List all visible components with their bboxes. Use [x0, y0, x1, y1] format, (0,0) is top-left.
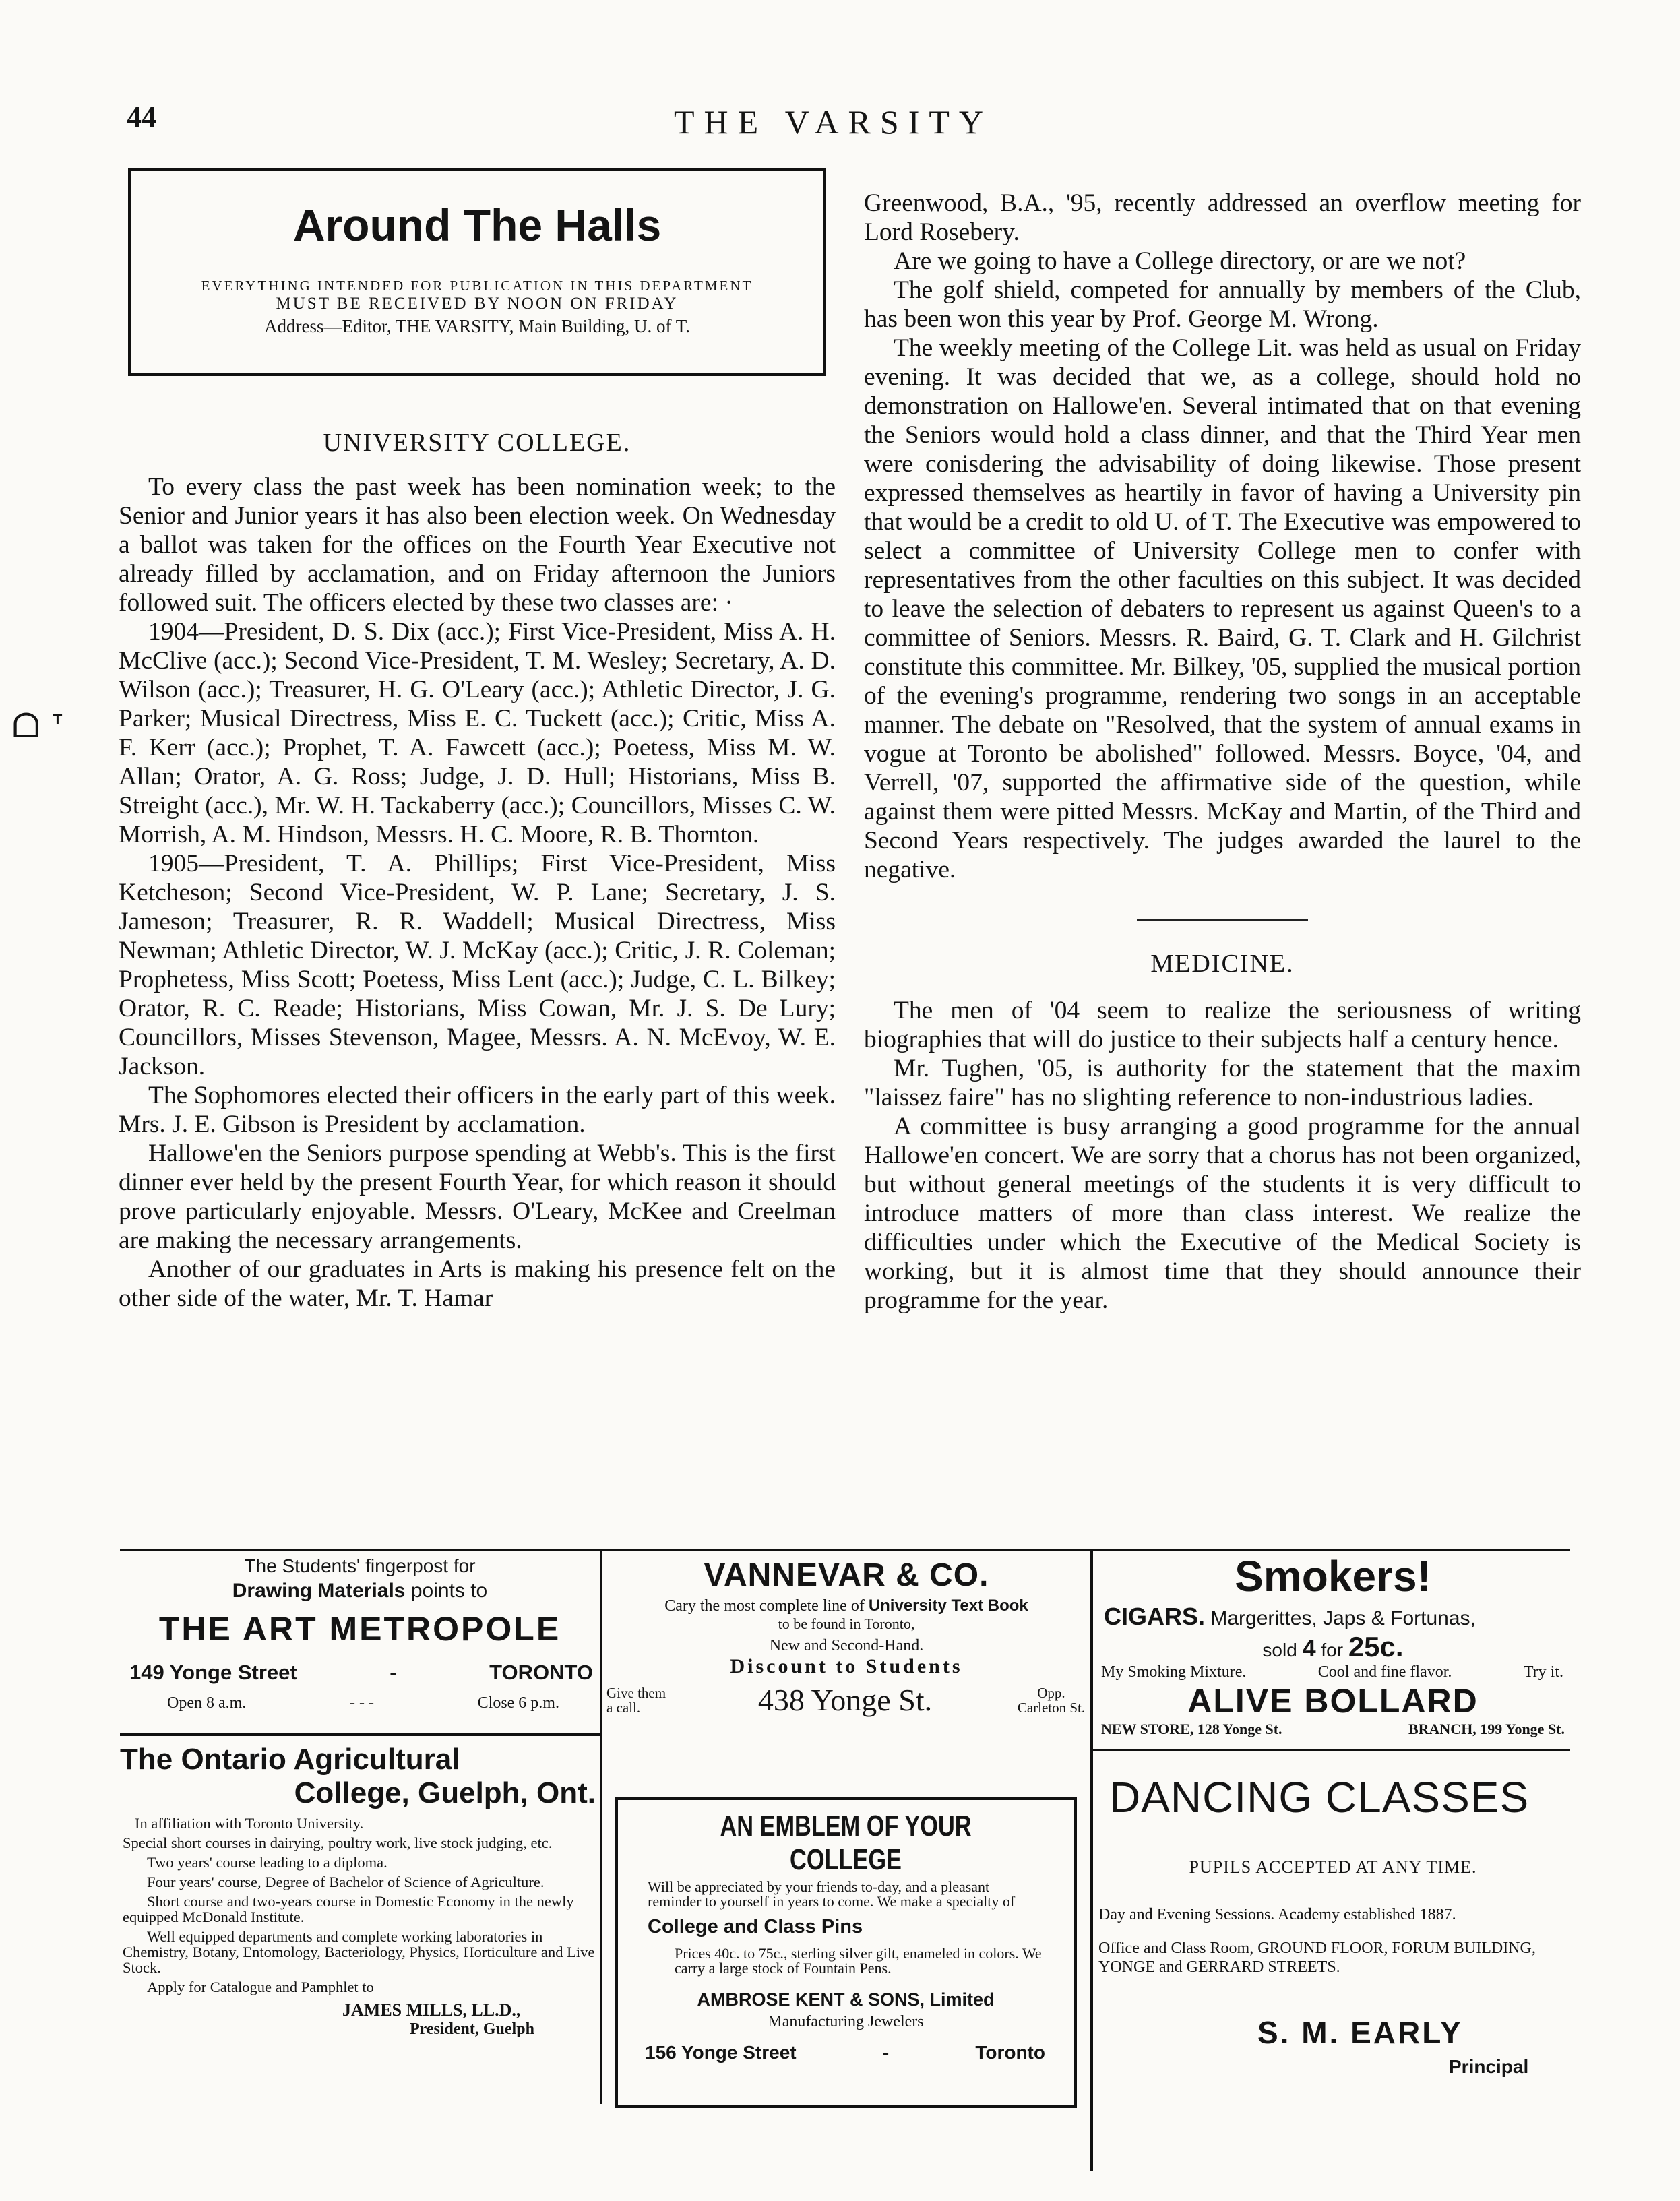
ad-oac-items — [120, 1816, 600, 1995]
ad-dancing-line-1: PUPILS ACCEPTED AT ANY TIME. — [1189, 1857, 1477, 1877]
ad-dancing-role: Principal — [1449, 2056, 1529, 2077]
article-paragraph-continued: Greenwood, B.A., '95, recently addressed an overflow meeting for Lord Rosebery. — [864, 189, 1581, 246]
ads-rule-left — [120, 1733, 600, 1736]
ad-dancing-line-3: Office and Class Room, GROUND FLOOR, FORUM BUILDING, YONGE and GERRARD STREETS. — [1098, 1940, 1536, 1976]
article-paragraph: The weekly meeting of the College Lit. was held as usual on Friday evening. It was decided that we, as a college, should hold no demonstration on Hallowe'en. Several intimated that on that evening the Seniors would hold a class dinner, and that the Third Year men were conisdering the advisability of doing likewise. Those present expressed themselves as heartily in favor of having a University pin that would be a credit to old U. of T. The Executive was empowered to select a committee of University College men to confer with representatives from the other faculties on this subject. It was decided to leave the selection of debaters to represent us against Queen's to a committee of Seniors. Messrs. R. Baird, G. T. Clark and H. Gilchrist constitute this committee. Mr. Bilkey, '05, supplied the musical portion of the evening's programme, rendering two songs in an acceptable manner. The debate on "Resolved, that the system of annual exams in vogue at Toronto be abolished" followed. Messrs. Boyce, '04, and Verrell, '07, supported the affirmative side of the question, while against them were pitted Messrs. McKay and Martin, of the Third and Second Years respectively. The judges awarded the laurel to the negative. — [864, 334, 1581, 884]
ad-smokers-line-3 — [1096, 1663, 1570, 1681]
ad-dancing-name: S. M. EARLY — [1257, 2015, 1463, 2050]
article-paragraph: A committee is busy arranging a good programme for the annual Hallowe'en concert. We are sorry that a chorus has not been organized, but without general meetings of the students it is very difficult to introduce matters of more than class interest. We realize the difficulties under which the Executive of the Medical Society is working, but it is almost time that they should announce their programme for the year. — [864, 1113, 1581, 1314]
ad-vannevar-opp: Opp. Carleton St. — [1017, 1684, 1086, 1716]
ad-smokers-title: Smokers! — [1235, 1552, 1431, 1601]
ad-oac-item: Four years' course, Degree of Bachelor of Science of Agriculture. — [147, 1873, 545, 1890]
ad-vannevar-line-3: New and Second-Hand. — [769, 1637, 924, 1654]
ad-smokers — [1096, 1551, 1570, 1747]
article-paragraph: The Sophomores elected their officers in the early part of this week. Mrs. J. E. Gibson is President by acclamation. — [119, 1082, 836, 1138]
ad-emblem-jewelers: Manufacturing Jewelers — [768, 2013, 924, 2030]
ad-smokers-price: 25c. — [1348, 1631, 1404, 1663]
ad-vannevar-discount: Discount to Students — [730, 1655, 963, 1677]
section-divider — [1137, 919, 1308, 921]
ad-emblem-city: Toronto — [975, 2042, 1045, 2063]
ad-smokers-store-1: NEW STORE, 128 Yonge St. — [1101, 1720, 1282, 1737]
ad-emblem-line-3: Prices 40c. to 75c., sterling silver gilt, enameled in colors. We carry a large stock of Fountain Pens. — [675, 1945, 1042, 1977]
article-paragraph: To every class the past week has been nomination week; to the Senior and Junior years it has also been election week. On Wednesday a ballot was taken for the offices on the Fourth Year Executive not already filled by acclamation, and on Friday afternoon the Juniors followed suit. The officers elected by these two classes are: · — [119, 473, 836, 617]
ad-smokers-mixture: My Smoking Mixture. — [1101, 1663, 1247, 1681]
ad-dancing-title: DANCING CLASSES — [1109, 1773, 1530, 1822]
ad-dancing-classes — [1096, 1752, 1570, 2130]
ad-art-drawing-materials: Drawing Materials — [232, 1580, 406, 1602]
ad-art-address: 149 Yonge Street — [129, 1661, 297, 1684]
article-paragraph: Hallowe'en the Seniors purpose spending at Webb's. This is the first dinner ever held by the present Fourth Year, for which reason it should prove particularly enjoyable. Messrs. O'Leary, McKee and Creelman are making the necessary arrangements. — [119, 1140, 836, 1254]
article-paragraph: The golf shield, competed for annually by members of the Club, has been won this year by Prof. George M. Wrong. — [864, 276, 1581, 333]
ad-vannevar — [604, 1551, 1089, 1747]
ad-oac-item: Well equipped departments and complete working laboratories in Chemistry, Botany, Entomology, Bacteriology, Physics, Horticulture and Live Stock. — [123, 1928, 595, 1976]
ad-vannevar-address: 438 Yonge St. — [757, 1683, 933, 1717]
ad-ontario-agricultural-college — [120, 1737, 600, 2115]
ad-smokers-cigars: CIGARS. — [1104, 1603, 1206, 1630]
ad-smokers-name: ALIVE BOLLARD — [1187, 1682, 1479, 1720]
ad-smokers-line-2 — [1096, 1631, 1570, 1663]
ad-smokers-brands: Margerittes, Japs & Fortunas, — [1205, 1607, 1476, 1630]
ad-art-city: TORONTO — [489, 1661, 593, 1684]
department-notice-line-1: EVERYTHING INTENDED FOR PUBLICATION IN THIS DEPARTMENT — [201, 278, 753, 294]
ad-oac-title-2: College, Guelph, Ont. — [294, 1776, 596, 1809]
ad-vannevar-line-2: to be found in Toronto, — [778, 1615, 915, 1632]
ad-smokers-stores — [1096, 1720, 1570, 1738]
ad-smokers-flavor: Cool and fine flavor. — [1317, 1663, 1452, 1681]
department-header-box — [128, 168, 826, 376]
ad-emblem-of-your-college — [615, 1797, 1077, 2108]
ad-smokers-store-2: BRANCH, 199 Yonge St. — [1408, 1720, 1565, 1737]
ads-rule-right — [1093, 1749, 1570, 1752]
ads-divider-right — [1090, 1549, 1093, 2171]
article-paragraph: Mr. Tughen, '05, is authority for the statement that the maxim "laissez faire" has no slighting reference to non-industrious ladies. — [864, 1055, 1581, 1111]
ad-vannevar-address-row — [604, 1682, 1089, 1718]
article-paragraph: 1904—President, D. S. Dix (acc.); First Vice-President, Miss A. H. McClive (acc.); Second Vice-President, T. M. Wesley; Secretary, A. D. Wilson (acc.); Treasurer, H. G. O'Leary (acc.); Athletic Director, J. G. Parker; Musical Directress, Miss E. C. Tuckett (acc.); Critic, Miss A. F. Kerr (acc.); Prophet, T. A. Fawcett (acc.); Poetess, Miss M. W. Allan; Orator, A. G. Ross; Judge, J. D. Hull; Historians, Miss B. Streight (acc.), Mr. W. H. Tackaberry (acc.); Councillors, Misses C. W. Morrish, A. M. Hindson, Messrs. H. C. Moore, R. B. Thornton. — [119, 618, 836, 848]
ad-art-close: Close 6 p.m. — [477, 1694, 559, 1712]
ad-art-hours-row — [120, 1694, 600, 1712]
ad-oac-item: In affiliation with Toronto University. — [135, 1815, 364, 1832]
department-title: Around The Halls — [292, 200, 662, 250]
ad-vannevar-text-book: University Text Book — [868, 1596, 1028, 1615]
ad-art-line-1: The Students' fingerpost for — [244, 1555, 476, 1576]
department-notice-line-2: MUST BE RECEIVED BY NOON ON FRIDAY — [276, 294, 679, 313]
article-paragraph: Are we going to have a College directory, or are we not? — [894, 247, 1466, 275]
page-number: 44 — [127, 100, 156, 133]
ad-oac-item: Apply for Catalogue and Pamphlet to — [147, 1979, 374, 1995]
ad-art-open: Open 8 a.m. — [167, 1694, 247, 1712]
ad-oac-title-1: The Ontario Agricultural — [120, 1743, 460, 1776]
section-heading-university-college: UNIVERSITY COLLEGE. — [323, 429, 631, 457]
ad-smokers-for: for — [1315, 1640, 1348, 1661]
ad-emblem-dash: - — [882, 2042, 890, 2063]
ad-smokers-try: Try it. — [1523, 1663, 1563, 1681]
ad-art-dots: - - - — [349, 1694, 374, 1712]
ad-emblem-address: 156 Yonge Street — [645, 2042, 797, 2063]
ad-vannevar-line-1 — [604, 1596, 1089, 1615]
ad-smokers-sold: sold — [1262, 1640, 1303, 1661]
ad-emblem-line-1: Will be appreciated by your friends to-day, and a pleasant reminder to yourself in years to come. We make a specialty of — [648, 1878, 1016, 1910]
article-paragraph: The men of '04 seem to realize the seriousness of writing biographies that will do justice to their subjects half a century hence. — [864, 997, 1581, 1053]
article-paragraph: 1905—President, T. A. Phillips; First Vice-President, Miss Ketcheson; Second Vice-President, W. P. Lane; Secretary, J. S. Jameson; Treasurer, R. R. Waddell; Musical Directress, Miss Newman; Athletic Director, W. J. McKay (acc.); Critic, J. R. Coleman; Prophetess, Miss Scott; Poetess, Miss Lent (acc.); Judge, C. L. Bilkey; Orator, R. C. Reade; Historians, Miss Cowan, Mr. J. S. De Lury; Councillors, Misses Stevenson, Magee, Messrs. A. N. McEvoy, W. E. Jackson. — [119, 850, 836, 1080]
ad-vannevar-name: VANNEVAR & CO. — [704, 1557, 989, 1593]
article-paragraph: Another of our graduates in Arts is making his presence felt on the other side of the water, Mr. T. Hamar — [119, 1256, 836, 1312]
ad-art-metropole — [120, 1551, 600, 1732]
running-head: THE VARSITY — [674, 103, 993, 141]
ad-smokers-four: 4 — [1302, 1634, 1316, 1662]
ad-art-address-row — [120, 1661, 600, 1685]
ad-art-line-2 — [120, 1580, 600, 1603]
section-heading-medicine: MEDICINE. — [1150, 950, 1295, 978]
ad-art-points-to: points to — [405, 1580, 488, 1602]
ad-emblem-title: AN EMBLEM OF YOUR COLLEGE — [720, 1809, 972, 1876]
ad-smokers-line-1 — [1104, 1603, 1570, 1631]
ad-oac-signature-title: President, Guelph — [410, 2020, 534, 2038]
department-address: Address—Editor, THE VARSITY, Main Building, U. of T. — [264, 316, 690, 336]
ad-oac-signature-name: JAMES MILLS, LL.D., — [342, 2000, 521, 2020]
left-column — [119, 429, 836, 1313]
ad-emblem-pins: College and Class Pins — [648, 1916, 863, 1938]
ad-emblem-address-row — [618, 2042, 1074, 2064]
ad-art-name: THE ART METROPOLE — [158, 1610, 561, 1648]
right-column — [864, 189, 1581, 1315]
ads-divider-left — [600, 1549, 602, 2104]
ad-oac-item: Special short courses in dairying, poultry work, live stock judging, etc. — [123, 1834, 553, 1851]
ad-emblem-company: AMBROSE KENT & SONS, Limited — [697, 1989, 995, 2010]
ad-vannevar-give: Give them a call. — [606, 1684, 666, 1716]
ad-art-dash: - — [390, 1661, 397, 1684]
margin-mark: ᗝ ᐪ — [12, 706, 64, 745]
ad-dancing-line-2: Day and Evening Sessions. Academy established 1887. — [1098, 1906, 1456, 1923]
ad-oac-item: Short course and two-years course in Domestic Economy in the newly equipped McDonald Institute. — [123, 1893, 574, 1925]
ad-oac-item: Two years' course leading to a diploma. — [147, 1854, 387, 1871]
ad-vannevar-line-1a: Cary the most complete line of — [664, 1597, 869, 1615]
